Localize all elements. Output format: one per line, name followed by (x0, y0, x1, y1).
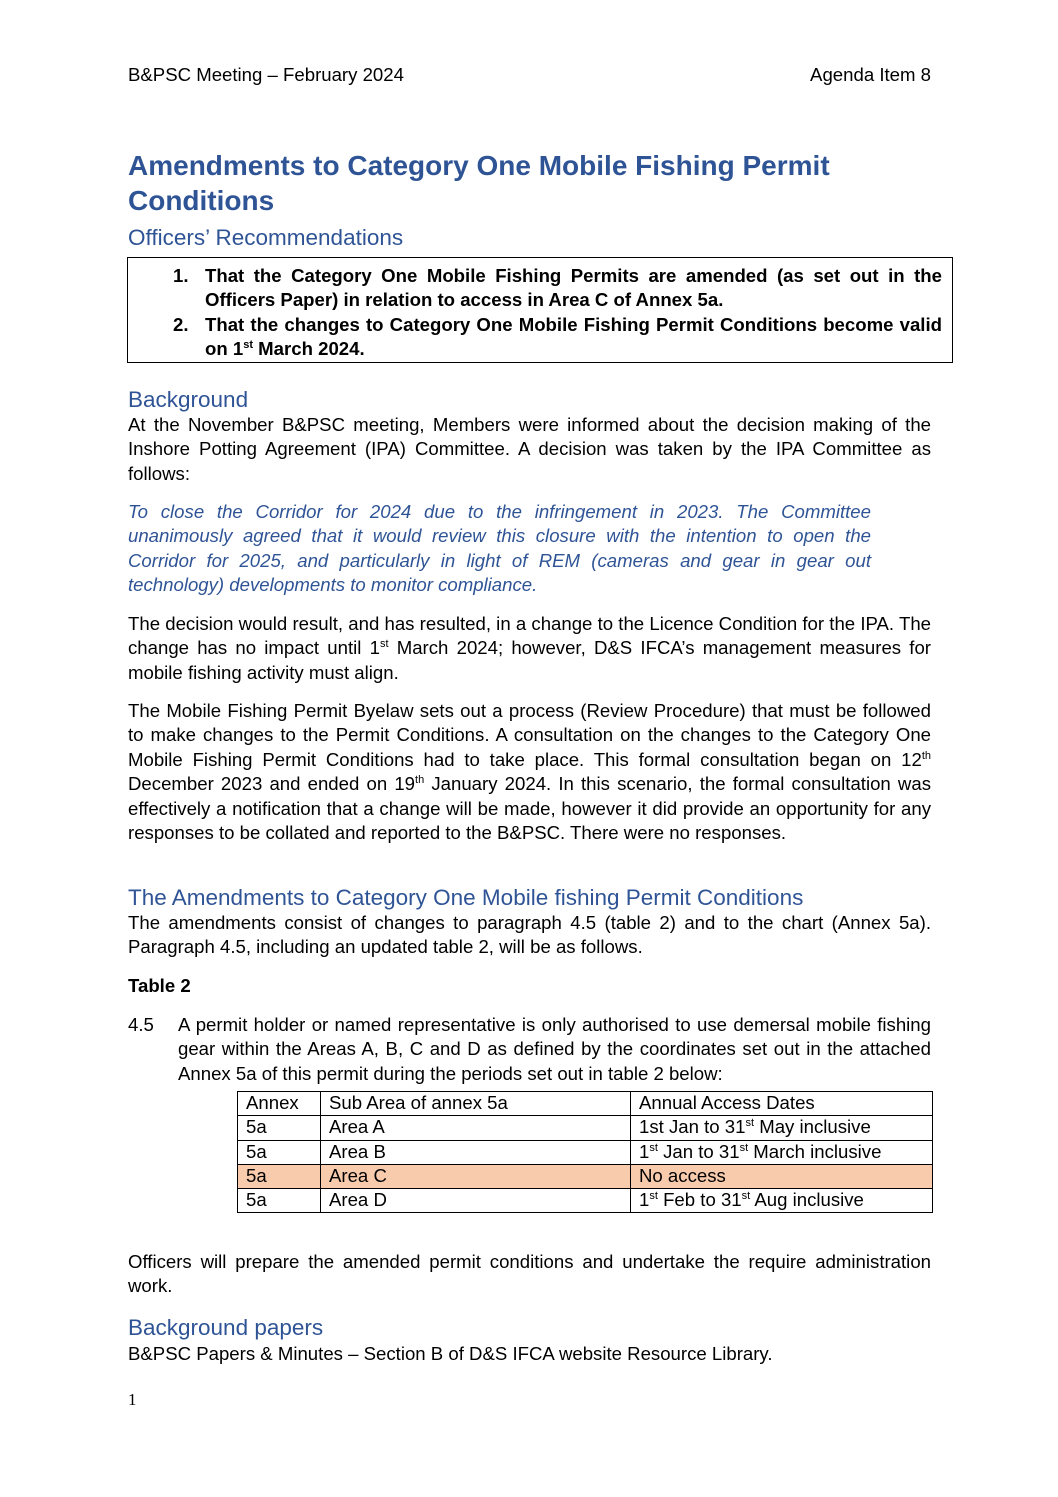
cell-area: Area D (321, 1189, 631, 1213)
recommendations-list (173, 264, 942, 362)
paragraph-4-5: A permit holder or named representative is only authorised to use demersal mobile fishing gear within the Areas A, B, C and D as defined by the coordinates set out in the attached Annex 5a of this permit during the periods set out in table 2 below: (178, 1014, 931, 1084)
recommendations-box (127, 257, 953, 363)
table-label: Table 2 (128, 975, 191, 996)
background-paragraph-3: The Mobile Fishing Permit Byelaw sets out a process (Review Procedure) that must be followed to make changes to the Permit Conditions. A consultation on the changes to the Category One Mobile Fishing Permit Conditions had to take place. This formal consultation began on 12th December 2023 and ended on 19th January 2024. In this scenario, the formal consultation was effectively a notification that a change will be made, however it did provide an opportunity for any responses to be collated and reported to the B&PSC. There were no responses. (128, 700, 931, 844)
cell-annex: 5a (238, 1164, 321, 1188)
officers-heading: Officers’ Recommendations (128, 225, 404, 250)
header-access-dates: Annual Access Dates (631, 1092, 933, 1116)
page-header (128, 63, 931, 87)
amendments-heading: The Amendments to Category One Mobile fishing Permit Conditions (128, 885, 804, 910)
background-papers-text: B&PSC Papers & Minutes – Section B of D&S IFCA website Resource Library. (128, 1343, 773, 1364)
background-heading: Background (128, 387, 249, 412)
cell-area: Area A (321, 1116, 631, 1140)
paragraph-number: 4.5 (128, 1014, 154, 1035)
closing-paragraph: Officers will prepare the amended permit conditions and undertake the require administration work. (128, 1251, 931, 1297)
recommendation-number: 2. (173, 313, 189, 335)
header-meeting: B&PSC Meeting – February 2024 (128, 64, 404, 85)
table-row (238, 1189, 933, 1213)
header-sub-area: Sub Area of annex 5a (321, 1092, 631, 1116)
recommendation-text: That the changes to Category One Mobile Fishing Permit Conditions become valid on 1st March 2024. (205, 313, 942, 360)
page-number: 1 (128, 1390, 137, 1409)
document-title: Amendments to Category One Mobile Fishing Permit Conditions (128, 150, 830, 216)
cell-dates: No access (631, 1164, 933, 1188)
cell-annex: 5a (238, 1140, 321, 1164)
table-row (238, 1140, 933, 1164)
header-annex: Annex (238, 1092, 321, 1116)
header-agenda-item: Agenda Item 8 (810, 64, 931, 85)
recommendation-number: 1. (173, 265, 189, 286)
cell-annex: 5a (238, 1189, 321, 1213)
cell-dates: 1st Jan to 31st May inclusive (631, 1116, 933, 1140)
cell-dates: 1st Feb to 31st Aug inclusive (631, 1189, 933, 1213)
table-row (238, 1116, 933, 1140)
table-header-row (238, 1092, 933, 1116)
access-dates-table (237, 1091, 933, 1213)
recommendation-text: That the Category One Mobile Fishing Permits are amended (as set out in the Officers Paper) in relation to access in Area C of Annex 5a. (205, 265, 942, 311)
recommendation-1 (173, 264, 942, 313)
amendments-paragraph: The amendments consist of changes to paragraph 4.5 (table 2) and to the chart (Annex 5a). Paragraph 4.5, including an updated table 2, will be as follows. (128, 912, 931, 958)
background-paragraph-1: At the November B&PSC meeting, Members were informed about the decision making of the Inshore Potting Agreement (IPA) Committee. A decision was taken by the IPA Committee as follows: (128, 414, 931, 484)
background-papers-heading: Background papers (128, 1315, 324, 1340)
table-row-highlighted (238, 1164, 933, 1188)
cell-area: Area C (321, 1164, 631, 1188)
cell-annex: 5a (238, 1116, 321, 1140)
ipa-decision-quote: To close the Corridor for 2024 due to the infringement in 2023. The Committee unanimously agreed that it would review this closure with the intention to open the Corridor for 2025, and particularly in light of REM (cameras and gear in gear out technology) developments to monitor compliance. (128, 501, 871, 596)
recommendation-2 (173, 313, 942, 362)
cell-area: Area B (321, 1140, 631, 1164)
background-paragraph-2: The decision would result, and has resulted, in a change to the Licence Condition for the IPA. The change has no impact until 1st March 2024; however, D&S IFCA’s management measures for mobile fishing activity must align. (128, 613, 931, 683)
cell-dates: 1st Jan to 31st March inclusive (631, 1140, 933, 1164)
